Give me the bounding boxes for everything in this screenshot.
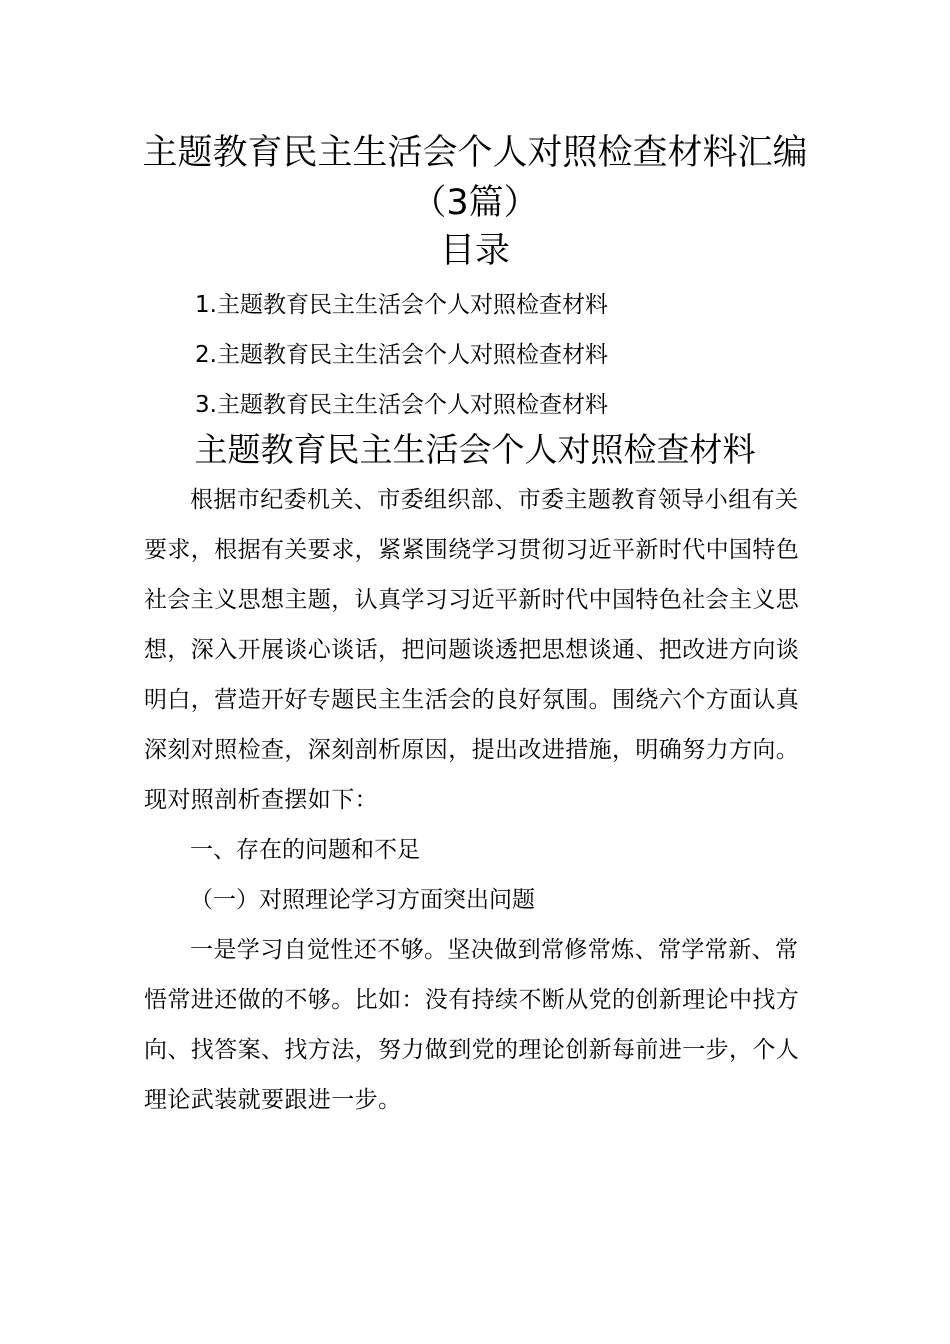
body-heading-problems: 一、存在的问题和不足 — [190, 837, 420, 863]
toc-heading: 目录 — [439, 231, 510, 271]
document-title: 主题教育民主生活会个人对照检查材料汇编（3篇） — [142, 133, 808, 223]
toc-item-1: 1.主题教育民主生活会个人对照检查材料 — [195, 292, 608, 318]
toc-item-3: 3.主题教育民主生活会个人对照检查材料 — [195, 392, 608, 418]
table-of-contents — [195, 280, 608, 430]
body-subheading-theory: （一）对照理论学习方面突出问题 — [190, 887, 535, 913]
body-paragraph-point-1: 一是学习自觉性还不够。坚决做到常修常炼、常学常新、常悟常进还做的不够。比如：没有持续不断从党的创新理论中找方向、找答案、找方法，努力做到党的理论创新每前进一步，个人理论武装就要跟进一步。 — [144, 937, 800, 1113]
document-body — [144, 475, 806, 1125]
section-title: 主题教育民主生活会个人对照检查材料 — [194, 430, 756, 469]
toc-item-2: 2.主题教育民主生活会个人对照检查材料 — [195, 342, 608, 368]
body-paragraph-intro: 根据市纪委机关、市委组织部、市委主题教育领导小组有关要求，根据有关要求，紧紧围绕学习贯彻习近平新时代中国特色社会主义思想主题，认真学习习近平新时代中国特色社会主义思想，深入开展谈心谈话，把问题谈透把思想谈通、把改进方向谈明白，营造开好专题民主生活会的良好氛围。围绕六个方面认真深刻对照检查，深刻剖析原因，提出改进措施，明确努力方向。现对照剖析查摆如下： — [144, 487, 800, 813]
